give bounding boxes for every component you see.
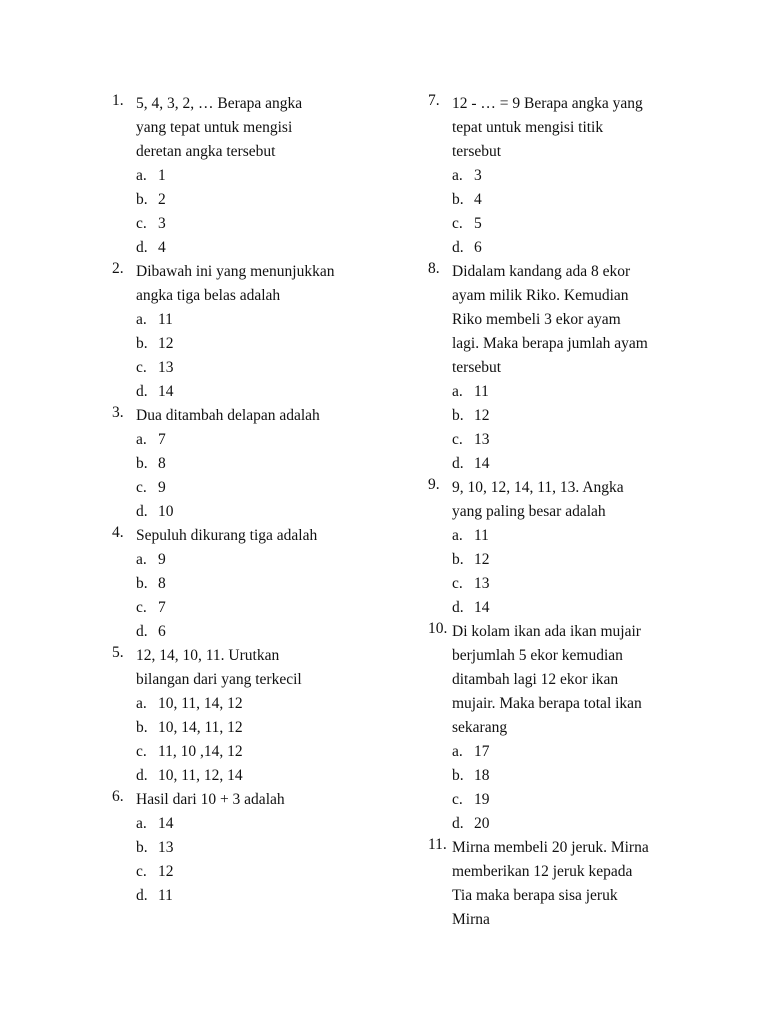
option-text: 4 (158, 239, 166, 256)
option-letter: d. (452, 455, 464, 472)
answer-option (136, 188, 382, 212)
question-text-line: Dibawah ini yang menunjukkan (136, 263, 335, 280)
question-body (452, 92, 688, 260)
question-item (112, 788, 382, 908)
question-item (112, 260, 382, 404)
option-letter: a. (136, 431, 147, 448)
option-letter: a. (136, 551, 147, 568)
question-text-line: Sepuluh dikurang tiga adalah (136, 527, 318, 544)
option-text: 14 (158, 815, 174, 832)
question-text-line: Didalam kandang ada 8 ekor (452, 263, 631, 280)
option-letter: c. (452, 431, 463, 448)
question-number: 3. (112, 404, 124, 421)
question-text-line: memberikan 12 jeruk kepada (452, 863, 633, 880)
option-text: 10, 11, 12, 14 (158, 767, 243, 784)
option-letter: a. (136, 167, 147, 184)
option-text: 12 (474, 407, 490, 424)
answer-option (452, 524, 688, 548)
question-text-line: berjumlah 5 ekor kemudian (452, 647, 623, 664)
option-text: 14 (474, 455, 490, 472)
answer-option (136, 236, 382, 260)
question-text-line: Dua ditambah delapan adalah (136, 407, 320, 424)
option-text: 13 (158, 359, 174, 376)
answer-option (136, 812, 382, 836)
question-text-line: 5, 4, 3, 2, … Berapa angka (136, 95, 303, 112)
answer-option (136, 692, 382, 716)
answer-option (136, 548, 382, 572)
question-number: 7. (428, 92, 440, 109)
option-text: 10, 14, 11, 12 (158, 719, 243, 736)
option-text: 11 (158, 887, 173, 904)
answer-option (452, 212, 688, 236)
option-letter: d. (452, 599, 464, 616)
question-text-line: bilangan dari yang terkecil (136, 671, 302, 688)
answer-option (136, 212, 382, 236)
question-body (136, 404, 382, 524)
option-letter: c. (136, 359, 147, 376)
question-body (136, 92, 382, 260)
question-text-line: Hasil dari 10 + 3 adalah (136, 791, 285, 808)
answer-option (136, 428, 382, 452)
answer-option (136, 476, 382, 500)
option-text: 8 (158, 455, 166, 472)
right-question-column (428, 92, 688, 932)
option-text: 11 (474, 383, 489, 400)
option-text: 3 (474, 167, 482, 184)
option-letter: d. (452, 239, 464, 256)
answer-option (452, 740, 688, 764)
question-number: 1. (112, 92, 124, 109)
question-text-line: mujair. Maka berapa total ikan (452, 695, 642, 712)
option-text: 13 (474, 431, 490, 448)
question-item (112, 644, 382, 788)
option-text: 3 (158, 215, 166, 232)
option-letter: a. (452, 167, 463, 184)
option-letter: c. (136, 215, 147, 232)
answer-option (452, 428, 688, 452)
option-letter: d. (136, 887, 148, 904)
answer-option (136, 572, 382, 596)
option-letter: a. (452, 527, 463, 544)
option-letter: b. (136, 455, 148, 472)
answer-option (452, 788, 688, 812)
question-number: 4. (112, 524, 124, 541)
option-text: 13 (158, 839, 174, 856)
answer-option (136, 332, 382, 356)
answer-option (136, 380, 382, 404)
answer-option (136, 764, 382, 788)
option-letter: b. (452, 551, 464, 568)
answer-option (136, 356, 382, 380)
question-text-line: 12, 14, 10, 11. Urutkan (136, 647, 280, 664)
option-text: 10, 11, 14, 12 (158, 695, 243, 712)
question-body (452, 836, 688, 932)
question-item (112, 404, 382, 524)
option-text: 7 (158, 431, 166, 448)
question-text-line: sekarang (452, 719, 508, 736)
option-letter: a. (136, 695, 147, 712)
option-letter: b. (452, 767, 464, 784)
option-text: 14 (474, 599, 490, 616)
option-text: 12 (158, 335, 174, 352)
answer-option (452, 452, 688, 476)
option-text: 13 (474, 575, 490, 592)
question-text-line: Mirna (452, 911, 490, 928)
option-letter: b. (452, 407, 464, 424)
question-text-line: tepat untuk mengisi titik (452, 119, 604, 136)
option-text: 17 (474, 743, 490, 760)
option-text: 9 (158, 479, 166, 496)
question-number: 2. (112, 260, 124, 277)
question-item (112, 92, 382, 260)
option-letter: c. (136, 479, 147, 496)
option-letter: b. (136, 191, 148, 208)
option-text: 19 (474, 791, 490, 808)
answer-option (452, 164, 688, 188)
question-text-line: tersebut (452, 359, 502, 376)
question-body (136, 260, 382, 404)
option-letter: d. (136, 623, 148, 640)
answer-option (136, 164, 382, 188)
question-text-line: tersebut (452, 143, 502, 160)
option-text: 1 (158, 167, 166, 184)
question-item (428, 620, 688, 836)
option-letter: c. (136, 599, 147, 616)
option-letter: b. (136, 839, 148, 856)
answer-option (136, 884, 382, 908)
answer-option (136, 716, 382, 740)
question-text-line: Di kolam ikan ada ikan mujair (452, 623, 641, 640)
option-letter: c. (136, 743, 147, 760)
question-number: 8. (428, 260, 440, 277)
option-letter: a. (452, 743, 463, 760)
answer-option (136, 620, 382, 644)
answer-option (136, 596, 382, 620)
option-letter: b. (136, 719, 148, 736)
question-body (136, 788, 382, 908)
question-number: 5. (112, 644, 124, 661)
question-text-line: deretan angka tersebut (136, 143, 276, 160)
question-body (452, 620, 688, 836)
option-text: 6 (158, 623, 166, 640)
question-number: 10. (428, 620, 448, 637)
question-text-line: Riko membeli 3 ekor ayam (452, 311, 621, 328)
answer-option (452, 812, 688, 836)
answer-option (136, 740, 382, 764)
question-text-line: Tia maka berapa sisa jeruk (452, 887, 618, 904)
option-text: 8 (158, 575, 166, 592)
option-text: 18 (474, 767, 490, 784)
question-text-line: angka tiga belas adalah (136, 287, 281, 304)
option-text: 11 (474, 527, 489, 544)
option-letter: b. (136, 335, 148, 352)
answer-option (452, 764, 688, 788)
option-text: 11, 10 ,14, 12 (158, 743, 243, 760)
option-letter: d. (136, 383, 148, 400)
option-text: 11 (158, 311, 173, 328)
option-text: 12 (158, 863, 174, 880)
option-letter: c. (452, 215, 463, 232)
question-text-line: lagi. Maka berapa jumlah ayam (452, 335, 648, 352)
option-text: 9 (158, 551, 166, 568)
option-text: 14 (158, 383, 174, 400)
option-text: 6 (474, 239, 482, 256)
question-text-line: yang tepat untuk mengisi (136, 119, 293, 136)
option-text: 7 (158, 599, 166, 616)
question-text-line: yang paling besar adalah (452, 503, 606, 520)
question-number: 11. (428, 836, 447, 853)
option-letter: d. (136, 503, 148, 520)
option-letter: a. (136, 815, 147, 832)
option-letter: d. (452, 815, 464, 832)
option-letter: c. (452, 791, 463, 808)
question-text-line: 9, 10, 12, 14, 11, 13. Angka (452, 479, 624, 496)
option-letter: d. (136, 767, 148, 784)
option-letter: b. (452, 191, 464, 208)
option-text: 12 (474, 551, 490, 568)
option-text: 10 (158, 503, 174, 520)
question-body (136, 644, 382, 788)
answer-option (452, 188, 688, 212)
left-question-column (112, 92, 382, 908)
answer-option (136, 836, 382, 860)
question-item (112, 524, 382, 644)
option-letter: a. (452, 383, 463, 400)
option-letter: d. (136, 239, 148, 256)
question-body (452, 476, 688, 620)
option-text: 5 (474, 215, 482, 232)
option-text: 20 (474, 815, 490, 832)
answer-option (452, 596, 688, 620)
answer-option (452, 380, 688, 404)
option-text: 2 (158, 191, 166, 208)
answer-option (452, 572, 688, 596)
answer-option (452, 236, 688, 260)
option-letter: c. (136, 863, 147, 880)
question-text-line: 12 - … = 9 Berapa angka yang (452, 95, 643, 112)
option-letter: b. (136, 575, 148, 592)
answer-option (136, 860, 382, 884)
question-text-line: ditambah lagi 12 ekor ikan (452, 671, 619, 688)
question-text-line: Mirna membeli 20 jeruk. Mirna (452, 839, 649, 856)
option-letter: c. (452, 575, 463, 592)
option-text: 4 (474, 191, 482, 208)
answer-option (136, 308, 382, 332)
option-letter: a. (136, 311, 147, 328)
question-item (428, 836, 688, 932)
question-item (428, 476, 688, 620)
answer-option (452, 548, 688, 572)
question-text-line: ayam milik Riko. Kemudian (452, 287, 629, 304)
question-item (428, 260, 688, 476)
answer-option (452, 404, 688, 428)
question-number: 6. (112, 788, 124, 805)
question-number: 9. (428, 476, 440, 493)
question-item (428, 92, 688, 260)
question-body (136, 524, 382, 644)
answer-option (136, 452, 382, 476)
answer-option (136, 500, 382, 524)
question-body (452, 260, 688, 476)
